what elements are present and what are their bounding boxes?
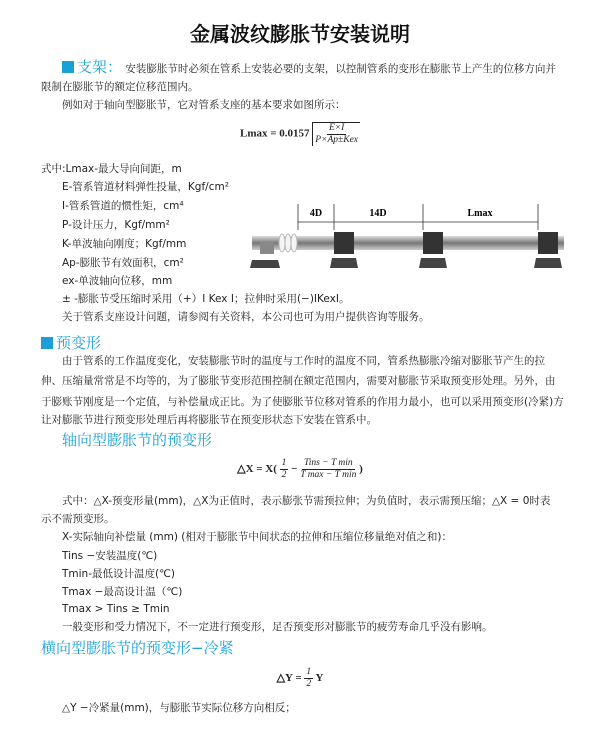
lateral-heading: 横向型膨胀节的预变形−冷紧 — [41, 639, 234, 657]
square-bullet-icon — [41, 337, 53, 349]
predeform-heading-text: 预变形 — [56, 334, 102, 352]
definition: 式中:Lmax-最大导向间距，m — [41, 163, 182, 175]
dim-label-4d: 4D — [309, 208, 323, 219]
guide-support — [419, 232, 447, 268]
formula-denominator: 2 — [281, 470, 287, 480]
definition: ± -膨胀节受压缩时采用（+）I Kex I；拉伸时采用(−)IKexI。 — [62, 293, 350, 305]
lateral-text: △Y −冷紧量(mm)，与膨胀节实际位移方向相反； — [62, 702, 296, 714]
pipe-support-diagram — [248, 200, 568, 276]
axial-text: Tins −安装温度(℃) — [62, 550, 158, 562]
formula-lhs: △Y = — [276, 672, 302, 685]
guide-support — [534, 232, 562, 268]
predeform-text: 由于管系的工作温度变化，安装膨胀节时的温度与工作时的温度不同，管系热膨胀冷缩对膨胀节产生的拉 — [62, 355, 545, 367]
formula-close: ) — [359, 463, 363, 476]
axial-text: 式中：△X-预变形量(mm)，△X为正值时，表示膨张节需预拉伸；为负值时，表示需预压缩；△X = 0时表 — [62, 495, 551, 507]
formula-numerator: Tins − T min — [303, 458, 353, 468]
support-heading — [62, 58, 122, 76]
axial-text: X-实际轴向补偿量 (mm) (相对于膨胀节中间状态的拉伸和压缩位移量绝对值之和)： — [62, 531, 452, 543]
axial-heading: 轴向型膨胀节的预变形 — [62, 431, 213, 449]
square-bullet-icon — [62, 61, 74, 73]
predeform-text: 让对膨胀节进行预变形处理后再将膨胀节在预变形状态下安装在管系中。 — [41, 414, 377, 426]
lmax-formula — [0, 122, 600, 146]
anchor-support — [260, 242, 274, 254]
definition: P-设计压力，Kgf/mm² — [62, 219, 170, 231]
axial-text: Tmax −最高设计温（℃) — [62, 586, 183, 598]
formula-numerator: 1 — [281, 458, 287, 468]
support-text: 安装膨胀节时必须在管系上安装必要的支架，以控制管系的变形在膨胀节上产生的位移方向并 — [125, 63, 556, 75]
definition: K-单波轴向刚度；Kgf/mm — [62, 238, 187, 250]
definition: Ap-膨胀节有效面积，cm² — [62, 257, 184, 269]
formula-lhs: Lmax = 0.0157 — [239, 127, 310, 140]
page-title: 金属波纹膨胀节安装说明 — [190, 22, 410, 46]
predeform-heading — [41, 334, 101, 352]
sqrt — [312, 122, 360, 146]
axial-text: Tmax > Tins ≥ Tmin — [62, 603, 170, 615]
formula-rhs: Y — [315, 672, 324, 685]
formula-denominator: P×Ap±Kex — [315, 135, 359, 145]
axial-text: Tmin-最低设计温度(℃) — [62, 568, 175, 580]
axial-text: 一般变形和受力情况下，不一定进行预变形，足否预变形对膨胀节的疲劳寿命几乎没有影响。 — [62, 621, 493, 633]
support-first-line — [62, 58, 556, 76]
axial-text: 示不需预变形。 — [41, 513, 115, 525]
lateral-formula — [0, 667, 600, 690]
formula-numerator: E×I — [328, 123, 345, 133]
support-text: 限制在膨胀节的额定位移范围内。 — [41, 81, 199, 93]
predeform-text: 伸、压缩量常常是不均等的，为了膨胀节变形范围控制在额定范围内，需要对膨胀节采取预变形处理。另外，由 — [41, 375, 556, 387]
formula-lhs: △X = X( — [237, 463, 277, 476]
dim-label-lmax: Lmax — [467, 208, 493, 219]
definition: E-管系管道材料弹性投量，Kgf/cm² — [62, 181, 229, 193]
dim-label-14d: 14D — [369, 208, 387, 219]
axial-formula — [0, 458, 600, 481]
support-text: 例如对于轴向型膨胀节，它对管系支座的基本要求如图所示： — [62, 99, 346, 111]
formula-numerator: 1 — [306, 667, 312, 677]
guide-support — [330, 232, 358, 268]
predeform-text: 于膨账节刚度是一个定值，与补偿量成正比。为了使膨胀节位移对管系的作用力最小，也可以采用预变形(冷紧)方 — [41, 396, 564, 408]
support-heading-text: 支架： — [77, 58, 123, 76]
definition: 关于管系支座设计问题，请参阅有关资料，本公司也可为用户提供咨询等服务。 — [62, 311, 430, 323]
formula-minus: − — [291, 463, 298, 476]
formula-denominator: 2 — [306, 679, 312, 689]
formula-denominator: T max − T min — [300, 470, 357, 480]
definition: I-管系管道的惯性矩，cm⁴ — [62, 200, 184, 212]
pipe — [252, 236, 564, 250]
bellows-icon — [279, 234, 297, 252]
definition: ex-单波轴向位移，mm — [62, 275, 173, 287]
